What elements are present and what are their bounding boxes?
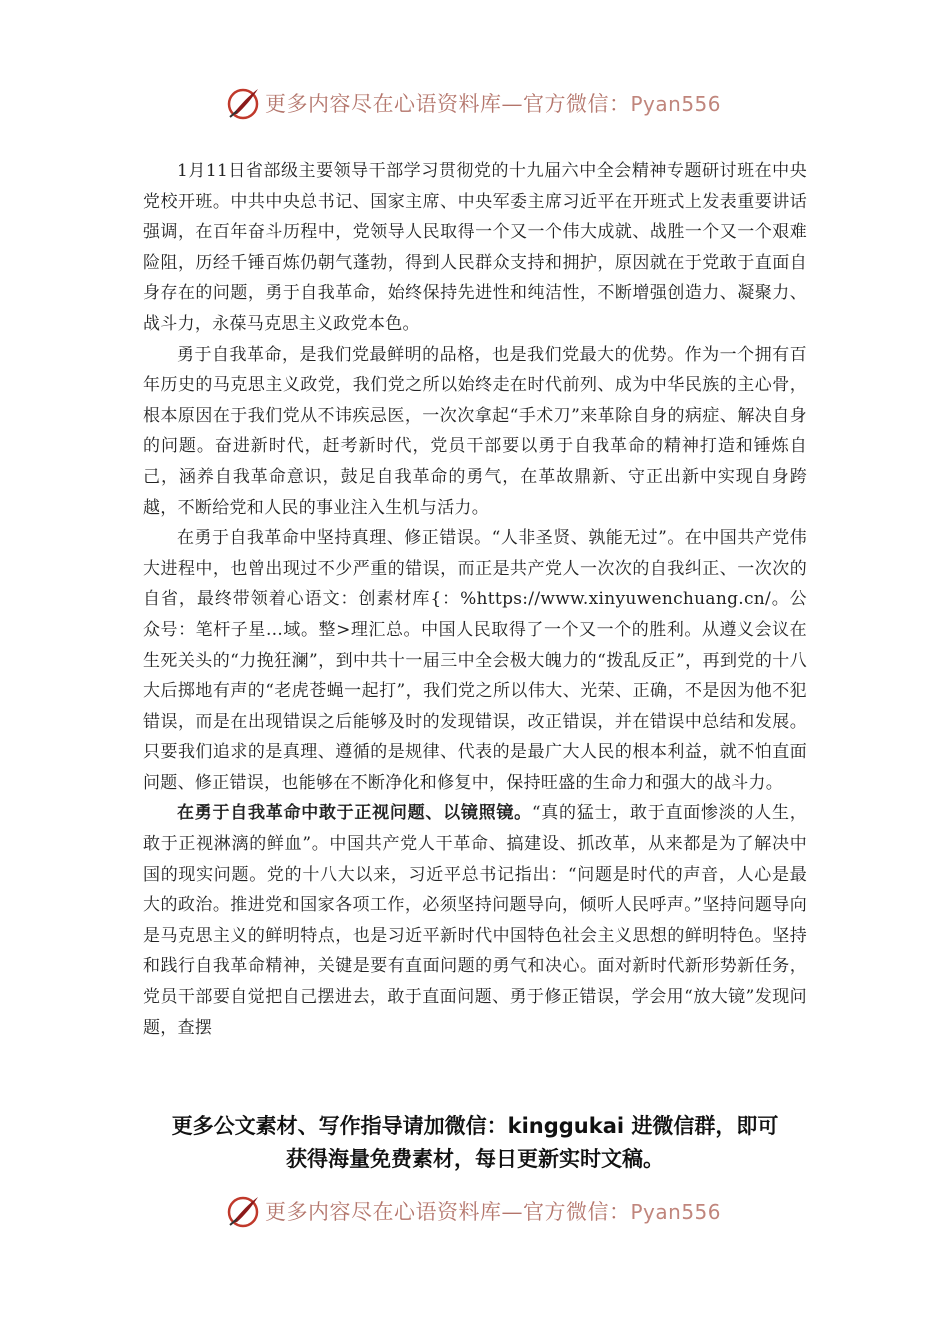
banner-title: 更多内容尽在心语资料库—官方微信：Pyan556: [265, 1200, 722, 1224]
promo-notice: [0, 1110, 950, 1176]
quill-logo-icon: [225, 85, 261, 121]
wechat-id: Pyan556: [630, 92, 722, 116]
wechat-id: Pyan556: [630, 1200, 722, 1224]
section-heading: 在勇于自我革命中敢于正视问题、以镜照镜。: [177, 803, 532, 824]
paragraph-3: 在勇于自我革命中坚持真理、修正错误。“人非圣贤、孰能无过”。在中国共产党伟大进程中，也曾出现过不少严重的错误，而正是共产党人一次次的自我纠正、一次次的自省，最终带领着心语文：创素材库{：%https://www.xinyuwenchuang.cn/。公众号：笔杆子星…域。整>理汇总。中国人民取得了一个又一个的胜利。从遵义会议在生死关头的“力挽狂澜”，到中共十一届三中全会极大魄力的“拨乱反正”，再到党的十八大后掷地有声的“老虎苍蝇一起打”，我们党之所以伟大、光荣、正确，不是因为他不犯错误，而是在出现错误之后能够及时的发现错误，改正错误，并在错误中总结和发展。只要我们追求的是真理、遵循的是规律、代表的是最广大人民的根本利益，就不怕直面问题、修正错误，也能够在不断净化和修复中，保持旺盛的生命力和强大的战斗力。: [143, 528, 807, 793]
paragraph-1: 1月11日省部级主要领导干部学习贯彻党的十九届六中全会精神专题研讨班在中央党校开班。中共中央总书记、国家主席、中央军委主席习近平在开班式上发表重要讲话强调，在百年奋斗历程中，党领导人民取得一个又一个伟大成就、战胜一个又一个艰难险阻，历经千锤百炼仍朝气蓬勃，得到人民群众支持和拥护，原因就在于党敢于直面自身存在的问题，勇于自我革命，始终保持先进性和纯洁性，不断增强创造力、凝聚力、战斗力，永葆马克思主义政党本色。: [143, 161, 807, 334]
quill-logo-icon: [225, 1193, 261, 1229]
footer-banner: [0, 1186, 950, 1236]
promo-line-2: 获得海量免费素材，每日更新实时文稿。: [286, 1147, 664, 1171]
header-banner: [0, 78, 950, 128]
promo-line-1: 更多公文素材、写作指导请加微信：kinggukai 进微信群，即可: [171, 1114, 779, 1138]
article-body: [143, 156, 807, 1043]
banner-title: 更多内容尽在心语资料库—官方微信：Pyan556: [265, 92, 722, 116]
paragraph-4-body: “真的猛士，敢于直面惨淡的人生，敢于正视淋漓的鲜血”。中国共产党人干革命、搞建设、抓改革，从来都是为了解决中国的现实问题。党的十八大以来，习近平总书记指出：“问题是时代的声音，人心是最大的政治。推进党和国家各项工作，必须坚持问题导向，倾听人民呼声。”坚持问题导向是马克思主义的鲜明特点，也是习近平新时代中国特色社会主义思想的鲜明特色。坚持和践行自我革命精神，关键是要有直面问题的勇气和决心。面对新时代新形势新任务，党员干部要自觉把自己摆进去，敢于直面问题、勇于修正错误，学会用“放大镜”发现问题，查摆: [143, 803, 807, 1038]
paragraph-2: 勇于自我革命，是我们党最鲜明的品格，也是我们党最大的优势。作为一个拥有百年历史的马克思主义政党，我们党之所以始终走在时代前列、成为中华民族的主心骨，根本原因在于我们党从不讳疾忌医，一次次拿起“手术刀”来革除自身的病症、解决自身的问题。奋进新时代，赶考新时代，党员干部要以勇于自我革命的精神打造和锤炼自己，涵养自我革命意识，鼓足自我革命的勇气，在革故鼎新、守正出新中实现自身跨越，不断给党和人民的事业注入生机与活力。: [143, 344, 807, 518]
paragraph-4: [143, 798, 807, 1043]
